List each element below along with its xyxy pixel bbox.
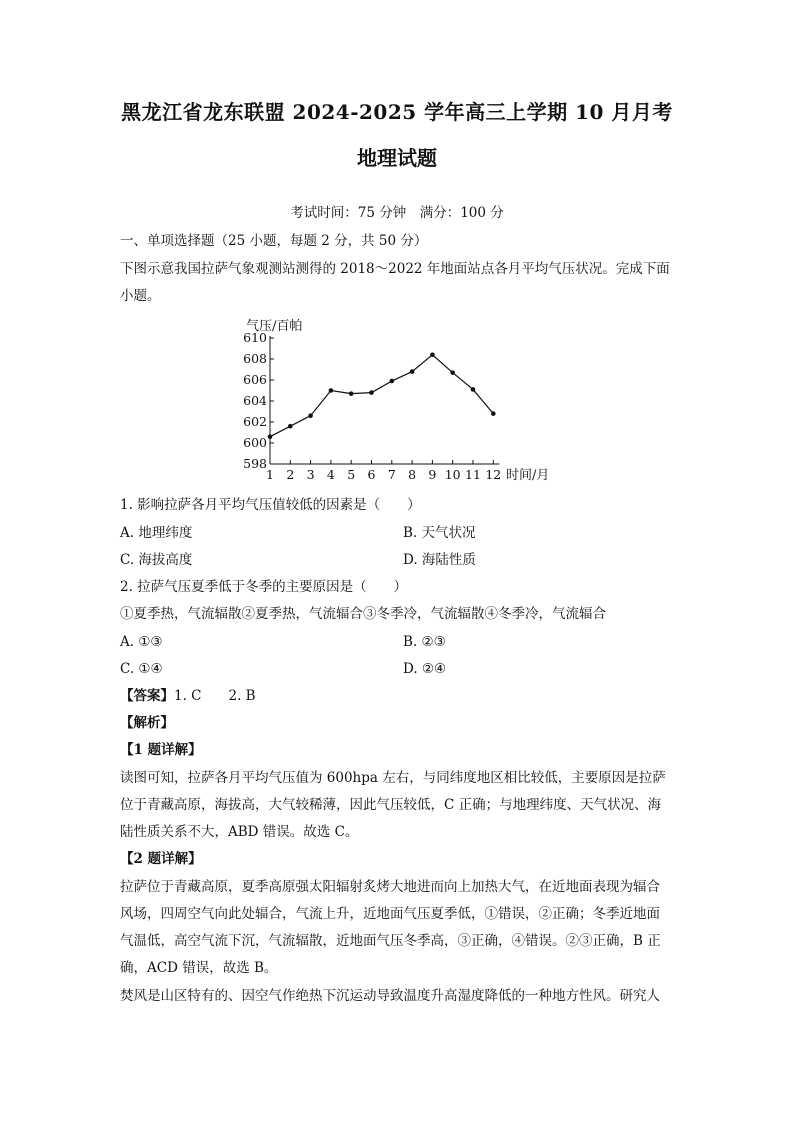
question-2-statements: ①夏季热，气流辐散②夏季热，气流辐合③冬季冷，气流辐散④冬季冷，气流辐合 [120,606,606,622]
x-tick-label: 2 [286,467,295,482]
x-tick-label: 5 [347,467,356,482]
question-1-stem: 1. 影响拉萨各月平均气压值较低的因素是（ ） [120,497,421,513]
next-question-intro: 焚风是山区特有的、因空气作绝热下沉运动导致温度升高湿度降低的一种地方性风。研究人 [120,988,660,1004]
data-point [329,388,334,393]
q2-option-b: B. ②③ [403,634,446,650]
q2-option-a: A. ①③ [120,634,163,650]
exam-info: 考试时间：75 分钟 满分：100 分 [290,205,504,221]
x-tick-label: 1 [266,467,274,482]
y-axis-label: 气压/百帕 [246,319,303,334]
x-tick-label: 6 [367,467,376,482]
data-point [410,369,415,374]
data-point [349,391,354,396]
y-tick-label: 602 [243,414,267,429]
data-point [491,411,496,416]
data-point [268,434,273,439]
x-tick-label: 12 [485,467,502,482]
q2-analysis-line-2: 风场，四周空气向此处辐合，气流上升，近地面气压夏季低，①错误，②正确；冬季近地面 [120,906,660,922]
x-tick-label: 9 [428,467,437,482]
q2-analysis-line-3: 气温低，高空气流下沉，气流辐散，近地面气压冬季高，③正确，④错误。②③正确，B 正 [120,933,661,949]
q1-analysis-line-1: 读图可知，拉萨各月平均气压值为 600hpa 左右，与同纬度地区相比较低，主要原因是拉萨 [120,770,666,786]
q2-analysis-line-4: 确，ACD 错误，故选 B。 [120,960,278,976]
answer-label: 【答案】 [120,688,174,704]
data-point [450,370,455,375]
y-tick-label: 600 [243,435,267,450]
q1-option-b: B. 天气状况 [403,525,476,541]
x-tick-label: 7 [387,467,396,482]
answer-line [120,686,256,706]
q1-option-a: A. 地理纬度 [120,525,193,541]
x-tick-label: 4 [326,467,335,482]
paper-subtitle: 地理试题 [357,146,437,170]
answer-text: 1. C 2. B [174,688,256,704]
analysis-label: 【解析】 [120,715,174,731]
pressure-series-line [270,355,493,437]
y-tick-label: 610 [243,330,267,345]
data-point [288,424,293,429]
data-point [390,379,395,384]
q1-analysis-line-2: 位于青藏高原，海拔高，大气较稀薄，因此气压较低，C 正确；与地理纬度、天气状况、海 [120,797,662,813]
y-tick-label: 604 [243,393,267,408]
q1-option-d: D. 海陆性质 [403,552,476,568]
y-tick-label: 598 [243,456,267,471]
q1-analysis-line-3: 陆性质关系不大，ABD 错误。故选 C。 [120,824,359,840]
pressure-line-chart [236,314,566,484]
q2-option-c: C. ①④ [120,661,163,677]
intro-line-2: 小题。 [120,288,161,304]
data-point [471,387,476,392]
data-point [369,390,374,395]
q2-option-d: D. ②④ [403,661,447,677]
intro-line-1: 下图示意我国拉萨气象观测站测得的 2018～2022 年地面站点各月平均气压状况。完成下面 [120,261,670,277]
y-tick-label: 608 [243,351,267,366]
x-axis-label: 时间/月 [506,468,550,483]
q2-analysis-line-1: 拉萨位于青藏高原，夏季高原强太阳辐射炙烤大地进而向上加热大气，在近地面表现为辐合 [120,879,660,895]
q1-option-c: C. 海拔高度 [120,552,193,568]
data-point [430,353,435,358]
paper-title: 黑龙江省龙东联盟 2024-2025 学年高三上学期 10 月月考 [121,100,673,124]
y-tick-label: 606 [243,372,267,387]
x-tick-label: 11 [465,467,481,482]
q1-analysis-label: 【1 题详解】 [120,742,202,758]
data-point [308,413,313,418]
q2-analysis-label: 【2 题详解】 [120,851,202,867]
section-heading: 一、单项选择题（25 小题，每题 2 分，共 50 分） [120,233,428,249]
x-tick-label: 8 [408,467,417,482]
question-2-stem: 2. 拉萨气压夏季低于冬季的主要原因是（ ） [120,579,408,595]
x-tick-label: 3 [306,467,315,482]
x-tick-label: 10 [444,467,461,482]
